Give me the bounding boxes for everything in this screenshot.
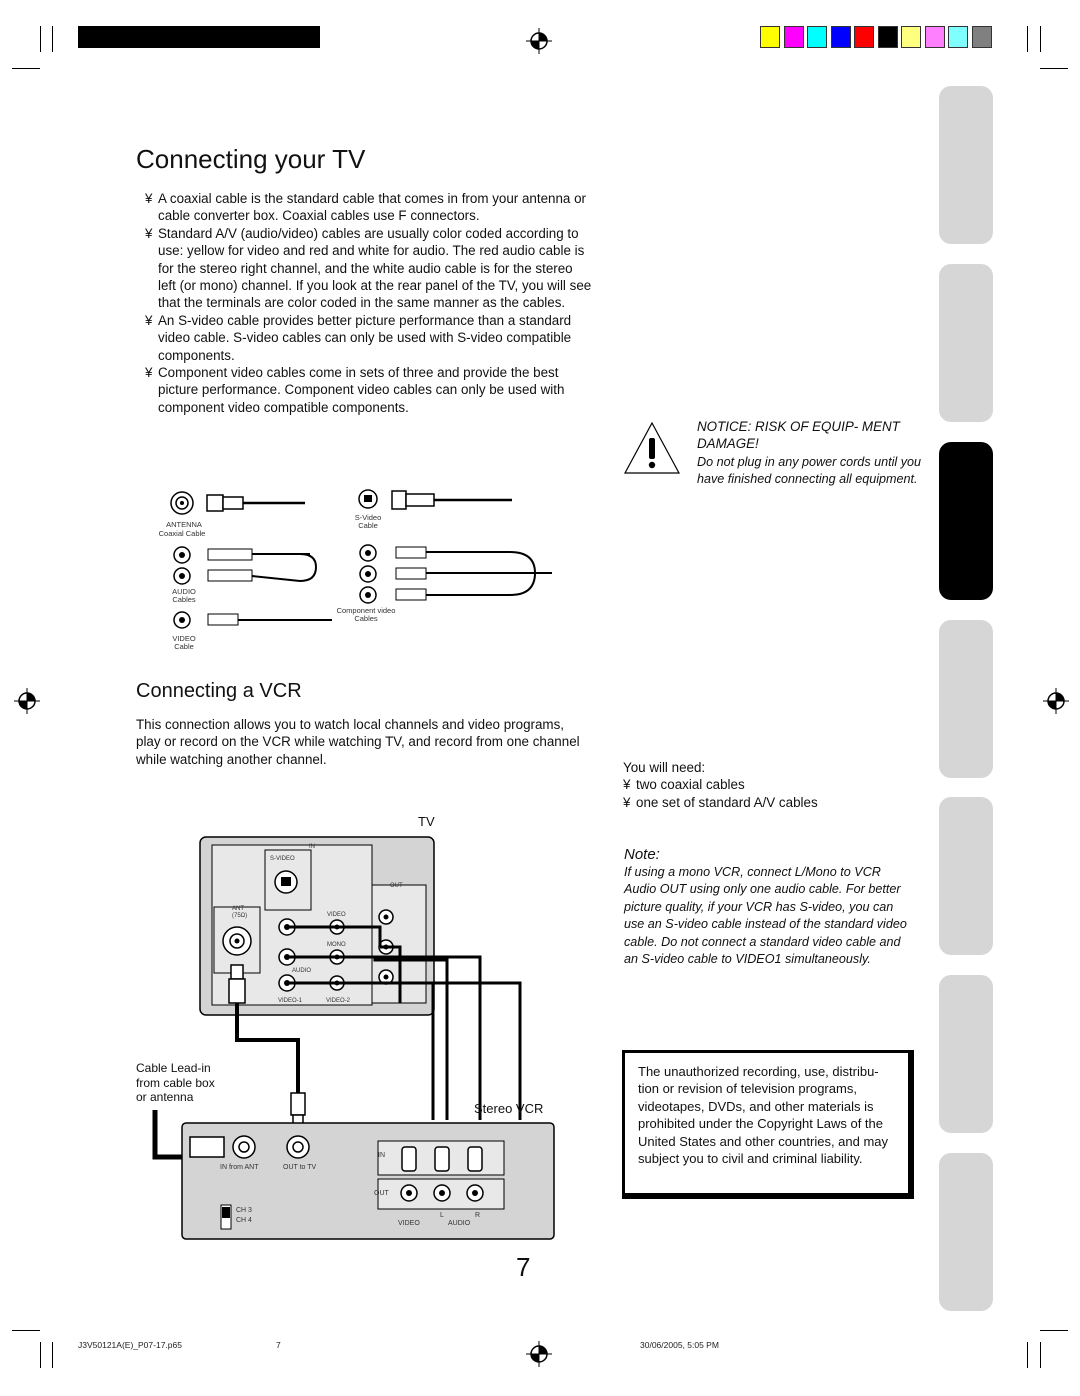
registration-target-right xyxy=(1043,688,1069,714)
color-swatch xyxy=(807,26,827,48)
footer-filename: J3V50121A(E)_P07-17.p65 xyxy=(78,1340,182,1350)
need-intro: You will need: xyxy=(623,760,706,775)
antenna-label: ANTENNA xyxy=(166,520,202,529)
tv-audio-label: AUDIO xyxy=(292,968,312,974)
tv-svideo-label: S-VIDEO xyxy=(270,856,295,862)
color-swatch xyxy=(948,26,968,48)
color-swatch xyxy=(901,26,921,48)
footer-page: 7 xyxy=(276,1340,281,1350)
vcr-r-label: R xyxy=(475,1212,481,1219)
vcr-out-to-tv-label: OUT to TV xyxy=(283,1164,317,1171)
section-tab-7[interactable] xyxy=(939,1153,993,1311)
tv-ohm-label: (75Ω) xyxy=(232,913,248,919)
color-swatch xyxy=(925,26,945,48)
tv-label: TV xyxy=(418,814,435,829)
notice-title: NOTICE: RISK OF EQUIP- MENT DAMAGE! xyxy=(697,419,900,451)
color-swatch xyxy=(878,26,898,48)
vcr-audio-label: AUDIO xyxy=(448,1220,471,1227)
color-swatch xyxy=(760,26,780,48)
note-text: If using a mono VCR, connect L/Mono to VCR Audio OUT using only one audio cable. For better picture quality, if your VCR has S-video, you can use an S-video cable instead of the standard video cable. Do not connect a standard video cable and an S-video cable to VIDEO1 simultaneously. xyxy=(624,865,907,967)
tv-out-label: OUT xyxy=(390,883,403,889)
section-title-vcr: Connecting a VCR xyxy=(136,680,302,702)
section-tab-connecting-active[interactable] xyxy=(939,442,993,600)
vcr-ch4-label: CH 4 xyxy=(236,1217,252,1224)
cable-bullet-list xyxy=(145,190,593,416)
section-tab-1[interactable] xyxy=(939,86,993,244)
registration-target-bottom xyxy=(526,1341,552,1367)
bullet-svideo: ¥ An S-video cable provides better picture performance than a standard video cable. S-video cables can only be used with S-video compatible components. xyxy=(145,312,572,363)
registration-target-left xyxy=(14,688,40,714)
section-text-vcr: This connection allows you to watch local channels and video programs, play or record on the VCR while watching TV, and record from one channel while watching another channel. xyxy=(136,717,580,767)
vcr-in-from-ant-label: IN from ANT xyxy=(220,1164,259,1171)
color-swatch xyxy=(784,26,804,48)
need-item: ¥ one set of standard A/V cables xyxy=(623,794,818,810)
tv-video-label: VIDEO xyxy=(327,912,346,918)
vcr-ch3-label: CH 3 xyxy=(236,1207,252,1214)
footer-date: 30/06/2005, 5:05 PM xyxy=(640,1340,719,1350)
cables-diagram xyxy=(160,485,560,655)
vcr-l-label: L xyxy=(440,1212,444,1219)
you-will-need xyxy=(623,759,818,811)
audio-label: AUDIO xyxy=(172,587,196,596)
page-number: 7 xyxy=(516,1252,531,1282)
tv-video2-label: VIDEO-2 xyxy=(326,998,351,1004)
color-bar-black xyxy=(78,26,320,48)
svideo-label: S-Video xyxy=(354,513,382,522)
color-swatch xyxy=(854,26,874,48)
registration-target-top xyxy=(526,28,552,54)
vcr-connection-diagram xyxy=(150,835,570,1245)
tv-ant-label: ANT xyxy=(232,906,244,912)
bullet-av-cables: ¥ Standard A/V (audio/video) cables are usually color coded according to use: yellow for video and red and white for audio. The red audio cable is for the stereo right channel, and the white audio cable is for the stereo left (or mono) channel. If you look at the rear panel of the TV, you will see that the terminals are color coded in the same manner as the cables. xyxy=(145,225,592,311)
vcr-in-label: IN xyxy=(378,1152,385,1159)
tv-mono-label: MONO xyxy=(327,942,346,948)
component-cables-label: Cables xyxy=(354,614,378,623)
video-label: VIDEO xyxy=(172,634,196,643)
video-cable-label: Cable xyxy=(174,642,194,651)
component-video-label: Component video xyxy=(336,606,396,615)
audio-cables-label: Cables xyxy=(172,595,196,604)
need-item: ¥ two coaxial cables xyxy=(623,777,745,793)
page-title: Connecting your TV xyxy=(136,144,366,174)
notice-text: Do not plug in any power cords until you have finished connecting all equipment. xyxy=(697,455,922,487)
tv-video1-label: VIDEO-1 xyxy=(278,998,303,1004)
stereo-vcr-label: Stereo VCR xyxy=(474,1101,544,1116)
section-tab-5[interactable] xyxy=(939,797,993,955)
section-tab-4[interactable] xyxy=(939,620,993,778)
vcr-video-label: VIDEO xyxy=(398,1220,420,1227)
cable-lead-in-label: Cable Lead-in from cable box or antenna xyxy=(136,1061,215,1104)
color-swatch xyxy=(972,26,992,48)
tv-in-label: IN xyxy=(309,844,315,850)
warning-triangle-icon xyxy=(622,420,682,476)
copyright-warning-box: The unauthorized recording, use, distribu- tion or revision of television programs, videotapes, DVDs, and other materials is prohibited under the Copyright Laws of the United States and other countries, and may subject you to civil and criminal liability. xyxy=(622,1050,914,1199)
bullet-component: ¥ Component video cables come in sets of three and provide the best picture performance. Component video cables can only be used with component video compatible components. xyxy=(145,365,565,415)
color-swatch xyxy=(831,26,851,48)
section-tab-6[interactable] xyxy=(939,975,993,1133)
coaxial-cable-label: Coaxial Cable xyxy=(158,529,206,538)
svideo-cable-label: Cable xyxy=(358,521,378,530)
bullet-coaxial: ¥ A coaxial cable is the standard cable that comes in from your antenna or cable converter box. Coaxial cables use F connectors. xyxy=(145,191,586,224)
section-tab-2[interactable] xyxy=(939,264,993,422)
note-label: Note: xyxy=(624,846,660,863)
vcr-out-label: OUT xyxy=(374,1190,389,1197)
